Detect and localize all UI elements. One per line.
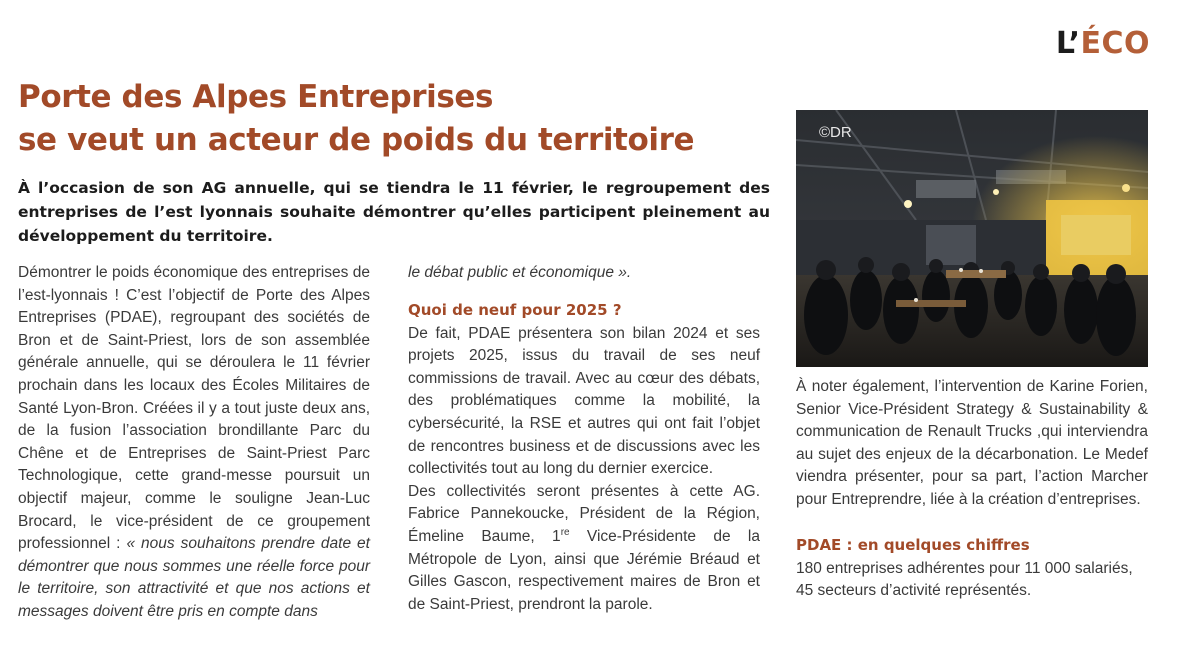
logo-suffix: ÉCO: [1080, 26, 1150, 61]
article-lede: À l’occasion de son AG annuelle, qui se tiendra le 11 février, le regroupement des entreprises de l’est lyonnais souhaite démontrer qu’elles participent pleinement au développement du territoire.: [18, 179, 770, 245]
column-3: [796, 376, 1148, 603]
event-photo-illustration: [796, 110, 1148, 367]
paragraph-intervention: À noter également, l’intervention de Karine Forien, Senior Vice-Président Strategy & Sustainability & communication de Renault Trucks ,qui interviendra au sujet des enjeux de la décarbonation. Le Medef viendra présenter, pour sa part, l’action Marcher pour Entreprendre, liée à la création d’entreprises.: [796, 378, 1148, 508]
subhead-quoi-de-neuf: Quoi de neuf pour 2025 ?: [408, 300, 622, 319]
magazine-section-logo: [1030, 26, 1150, 61]
intro-text: Démontrer le poids économique des entreprises de l’est-lyonnais ! C’est l’objectif de Porte des Alpes Entreprises (PDAE), regroupant des sociétés de Bron et de Saint-Priest, lors de son assemblée générale annuelle, qui se déroulera le 11 février prochain dans les locaux des Écoles Militaires de Santé Lyon-Bron. Créées il y a tout juste deux ans, de la fusion l’association brondillante Parc du Chêne et de Entreprises de Saint-Priest Parc Technologique, cette grand-messe poursuit un objectif majeur, comme le souligne Jean-Luc Brocard, le vice-président de ce groupement professionnel :: [18, 264, 370, 553]
subhead-chiffres: PDAE : en quelques chiffres: [796, 535, 1030, 554]
ordinal-superscript: re: [560, 526, 570, 538]
collectivites-text-a: Des collectivités seront présentes à cette AG. Fabrice Pannekoucke, Président de la Région, Émeline Baume, 1: [408, 482, 760, 545]
paragraph-intro: [18, 262, 370, 624]
photo-credit: ©DR: [819, 124, 852, 141]
event-photo: [796, 110, 1148, 367]
quote-end-text: le débat public et économique ».: [408, 264, 632, 281]
column-1: [18, 262, 370, 624]
title-line-1: Porte des Alpes Entreprises: [18, 79, 494, 115]
title-line-2: se veut un acteur de poids du territoire: [18, 122, 695, 158]
column-2: [408, 262, 760, 616]
paragraph-bilan: De fait, PDAE présentera son bilan 2024 et ses projets 2025, issus du travail de ses neuf commissions de travail. Avec au cœur des débats, des problématiques comme la mobilité, la cybersécurité, la RSE et autres qui ont fait l’objet de rencontres business et de discussions avec les collectivités tout au long du dernier exercice.: [408, 324, 760, 478]
article-title: [18, 76, 778, 162]
paragraph-collectivites: [408, 481, 760, 617]
collectivites-text-b: Vice-Présidente de la Métropole de Lyon, ainsi que Jérémie Bréaud et Gilles Gascon, respectivement maires de Bron et de Saint-Priest, prendront la parole.: [408, 527, 760, 613]
logo-prefix: L’: [1055, 26, 1081, 61]
stats-line-2: 45 secteurs d’activité représentés.: [796, 582, 1032, 600]
quote-start: « nous souhaitons prendre date et démontrer que nous sommes une réelle force pour le territoire, son attractivité et que nos actions et messages doivent être pris en compte dans: [18, 535, 370, 620]
stats-line-1: 180 entreprises adhérentes pour 11 000 salariés,: [796, 559, 1133, 577]
quote-end: [408, 262, 760, 285]
